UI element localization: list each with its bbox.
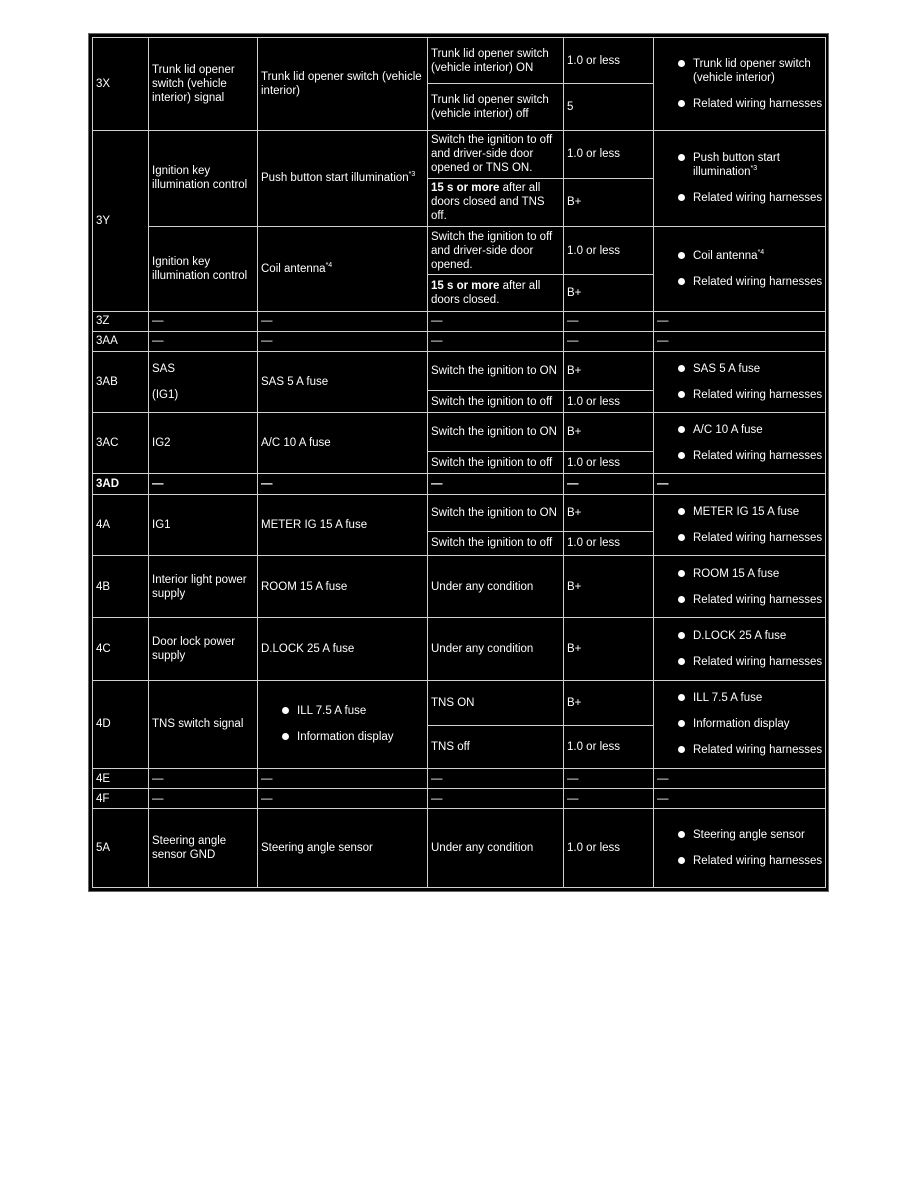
footnote-mark: *4 bbox=[757, 249, 765, 256]
inspection-cell bbox=[654, 413, 826, 474]
empty-cell: — bbox=[428, 474, 564, 494]
condition-emphasis: 15 s or more bbox=[431, 182, 500, 195]
inspection-item bbox=[657, 249, 823, 263]
condition-cell: Switch the ignition to off bbox=[428, 452, 564, 474]
signal-cell: Trunk lid opener switch (vehicle interior) signal bbox=[149, 38, 258, 131]
signal-text: SAS bbox=[152, 362, 176, 375]
condition-cell bbox=[428, 178, 564, 226]
footnote-mark: *4 bbox=[325, 262, 333, 269]
inspection-item: Related wiring harnesses bbox=[657, 531, 823, 545]
voltage-cell: B+ bbox=[564, 351, 654, 390]
inspection-item bbox=[657, 151, 823, 179]
terminal-voltage-table bbox=[92, 37, 826, 888]
inspection-item: Related wiring harnesses bbox=[657, 854, 823, 868]
signal-cell: TNS switch signal bbox=[149, 680, 258, 769]
connected-to-text: Coil antenna bbox=[261, 262, 326, 275]
inspection-item: Steering angle sensor bbox=[657, 828, 823, 842]
connected-to-cell: Trunk lid opener switch (vehicle interior) bbox=[258, 38, 428, 131]
signal-cell: Interior light power supply bbox=[149, 555, 258, 617]
inspection-item: Related wiring harnesses bbox=[657, 191, 823, 205]
table-row bbox=[93, 38, 826, 84]
inspection-item: Related wiring harnesses bbox=[657, 275, 823, 289]
inspection-item: Related wiring harnesses bbox=[657, 388, 823, 402]
connected-to-cell bbox=[258, 680, 428, 769]
table-row bbox=[93, 331, 826, 351]
table-row bbox=[93, 809, 826, 888]
voltage-cell: B+ bbox=[564, 618, 654, 680]
inspection-cell bbox=[654, 38, 826, 131]
terminal-table-frame bbox=[88, 33, 829, 892]
empty-cell: — bbox=[149, 474, 258, 494]
condition-text: after all doors closed. bbox=[431, 279, 541, 306]
condition-cell: Switch the ignition to off bbox=[428, 391, 564, 413]
inspection-cell bbox=[654, 618, 826, 680]
table-row bbox=[93, 474, 826, 494]
empty-cell: — bbox=[258, 789, 428, 809]
empty-cell: — bbox=[564, 331, 654, 351]
inspection-cell bbox=[654, 680, 826, 769]
inspection-list bbox=[657, 629, 823, 669]
inspection-item: Trunk lid opener switch (vehicle interior) bbox=[657, 57, 823, 85]
inspection-list bbox=[657, 423, 823, 463]
empty-cell: — bbox=[654, 769, 826, 789]
condition-cell: Switch the ignition to ON bbox=[428, 494, 564, 531]
empty-cell: — bbox=[654, 331, 826, 351]
terminal-cell: 4F bbox=[93, 789, 149, 809]
signal-text: (IG1) bbox=[152, 388, 179, 401]
table-row bbox=[93, 769, 826, 789]
connected-to-item: ILL 7.5 A fuse bbox=[261, 704, 425, 718]
voltage-cell: 1.0 or less bbox=[564, 391, 654, 413]
voltage-cell: B+ bbox=[564, 555, 654, 617]
inspection-item: Information display bbox=[657, 717, 823, 731]
connected-to-cell: METER IG 15 A fuse bbox=[258, 494, 428, 555]
empty-cell: — bbox=[654, 789, 826, 809]
empty-cell: — bbox=[564, 789, 654, 809]
condition-cell: TNS ON bbox=[428, 680, 564, 725]
voltage-cell: 1.0 or less bbox=[564, 725, 654, 768]
voltage-cell: B+ bbox=[564, 275, 654, 311]
signal-cell: IG2 bbox=[149, 413, 258, 474]
condition-cell: Under any condition bbox=[428, 618, 564, 680]
signal-cell: IG1 bbox=[149, 494, 258, 555]
condition-text: after all doors closed and TNS off. bbox=[431, 182, 545, 223]
empty-cell: — bbox=[149, 789, 258, 809]
condition-cell: Switch the ignition to ON bbox=[428, 413, 564, 452]
voltage-cell: B+ bbox=[564, 494, 654, 531]
empty-cell: — bbox=[428, 331, 564, 351]
voltage-cell: 1.0 or less bbox=[564, 452, 654, 474]
terminal-cell: 5A bbox=[93, 809, 149, 888]
signal-cell: Door lock power supply bbox=[149, 618, 258, 680]
inspection-item: ILL 7.5 A fuse bbox=[657, 691, 823, 705]
condition-cell: Under any condition bbox=[428, 555, 564, 617]
inspection-cell bbox=[654, 809, 826, 888]
terminal-cell: 3Z bbox=[93, 311, 149, 331]
empty-cell: — bbox=[564, 769, 654, 789]
voltage-cell: 5 bbox=[564, 84, 654, 130]
condition-cell: Under any condition bbox=[428, 809, 564, 888]
table-row bbox=[93, 130, 826, 178]
terminal-cell: 4C bbox=[93, 618, 149, 680]
voltage-cell: 1.0 or less bbox=[564, 531, 654, 555]
inspection-item: D.LOCK 25 A fuse bbox=[657, 629, 823, 643]
inspection-item: Related wiring harnesses bbox=[657, 593, 823, 607]
connected-to-cell: SAS 5 A fuse bbox=[258, 351, 428, 412]
terminal-cell: 3AD bbox=[93, 474, 149, 494]
signal-cell: Ignition key illumination control bbox=[149, 130, 258, 227]
empty-cell: — bbox=[149, 769, 258, 789]
voltage-cell: B+ bbox=[564, 413, 654, 452]
empty-cell: — bbox=[149, 311, 258, 331]
voltage-cell: 1.0 or less bbox=[564, 38, 654, 84]
empty-cell: — bbox=[149, 331, 258, 351]
connected-to-cell bbox=[258, 227, 428, 311]
inspection-cell bbox=[654, 351, 826, 412]
empty-cell: — bbox=[428, 311, 564, 331]
inspection-item: METER IG 15 A fuse bbox=[657, 505, 823, 519]
inspection-list bbox=[657, 151, 823, 205]
condition-cell: TNS off bbox=[428, 725, 564, 768]
table-row bbox=[93, 413, 826, 452]
inspection-cell bbox=[654, 555, 826, 617]
table-row bbox=[93, 555, 826, 617]
inspection-item: SAS 5 A fuse bbox=[657, 362, 823, 376]
empty-cell: — bbox=[428, 789, 564, 809]
signal-cell: Ignition key illumination control bbox=[149, 227, 258, 311]
inspection-list bbox=[657, 691, 823, 757]
terminal-cell: 3X bbox=[93, 38, 149, 131]
condition-cell: Switch the ignition to off and driver-side door opened. bbox=[428, 227, 564, 275]
inspection-list bbox=[657, 57, 823, 111]
connected-to-cell: Steering angle sensor bbox=[258, 809, 428, 888]
table-row bbox=[93, 227, 826, 275]
condition-emphasis: 15 s or more bbox=[431, 279, 500, 292]
inspection-cell bbox=[654, 130, 826, 227]
condition-cell: Switch the ignition to ON bbox=[428, 351, 564, 390]
empty-cell: — bbox=[258, 331, 428, 351]
inspection-list bbox=[657, 828, 823, 868]
table-row bbox=[93, 494, 826, 531]
empty-cell: — bbox=[564, 311, 654, 331]
footnote-mark: *3 bbox=[750, 165, 758, 173]
voltage-cell: B+ bbox=[564, 178, 654, 226]
inspection-item: A/C 10 A fuse bbox=[657, 423, 823, 437]
empty-cell: — bbox=[654, 311, 826, 331]
empty-cell: — bbox=[564, 474, 654, 494]
inspection-list bbox=[657, 567, 823, 607]
connected-to-item: Information display bbox=[261, 730, 425, 744]
voltage-cell: 1.0 or less bbox=[564, 809, 654, 888]
voltage-cell: 1.0 or less bbox=[564, 130, 654, 178]
inspection-text: Push button start illumination bbox=[693, 152, 780, 179]
footnote-mark: *3 bbox=[408, 171, 416, 179]
inspection-list bbox=[657, 505, 823, 545]
table-row bbox=[93, 351, 826, 390]
signal-cell: Steering angle sensor GND bbox=[149, 809, 258, 888]
condition-cell: Trunk lid opener switch (vehicle interior) off bbox=[428, 84, 564, 130]
empty-cell: — bbox=[258, 311, 428, 331]
terminal-cell: 4B bbox=[93, 555, 149, 617]
signal-cell bbox=[149, 351, 258, 412]
condition-cell: Switch the ignition to off bbox=[428, 531, 564, 555]
condition-cell: Trunk lid opener switch (vehicle interior) ON bbox=[428, 38, 564, 84]
voltage-cell: B+ bbox=[564, 680, 654, 725]
inspection-list bbox=[657, 362, 823, 402]
condition-cell bbox=[428, 275, 564, 311]
inspection-list bbox=[657, 249, 823, 289]
connected-to-list bbox=[261, 704, 425, 744]
connected-to-cell bbox=[258, 130, 428, 227]
empty-cell: — bbox=[258, 769, 428, 789]
table-row bbox=[93, 618, 826, 680]
inspection-item: Related wiring harnesses bbox=[657, 97, 823, 111]
terminal-cell: 4A bbox=[93, 494, 149, 555]
inspection-item: Related wiring harnesses bbox=[657, 449, 823, 463]
inspection-text: Coil antenna bbox=[693, 249, 758, 262]
connected-to-cell: ROOM 15 A fuse bbox=[258, 555, 428, 617]
connected-to-cell: D.LOCK 25 A fuse bbox=[258, 618, 428, 680]
empty-cell: — bbox=[258, 474, 428, 494]
terminal-cell: 4D bbox=[93, 680, 149, 769]
table-row bbox=[93, 311, 826, 331]
terminal-cell: 3AA bbox=[93, 331, 149, 351]
empty-cell: — bbox=[428, 769, 564, 789]
inspection-item: ROOM 15 A fuse bbox=[657, 567, 823, 581]
connected-to-text: Push button start illumination bbox=[261, 172, 409, 185]
inspection-item: Related wiring harnesses bbox=[657, 743, 823, 757]
inspection-cell bbox=[654, 227, 826, 311]
connected-to-cell: A/C 10 A fuse bbox=[258, 413, 428, 474]
terminal-cell: 3AB bbox=[93, 351, 149, 412]
empty-cell: — bbox=[654, 474, 826, 494]
condition-cell: Switch the ignition to off and driver-side door opened or TNS ON. bbox=[428, 130, 564, 178]
terminal-cell: 3AC bbox=[93, 413, 149, 474]
table-row bbox=[93, 789, 826, 809]
inspection-cell bbox=[654, 494, 826, 555]
voltage-cell: 1.0 or less bbox=[564, 227, 654, 275]
terminal-cell: 3Y bbox=[93, 130, 149, 311]
inspection-item: Related wiring harnesses bbox=[657, 655, 823, 669]
table-row bbox=[93, 680, 826, 725]
terminal-cell: 4E bbox=[93, 769, 149, 789]
